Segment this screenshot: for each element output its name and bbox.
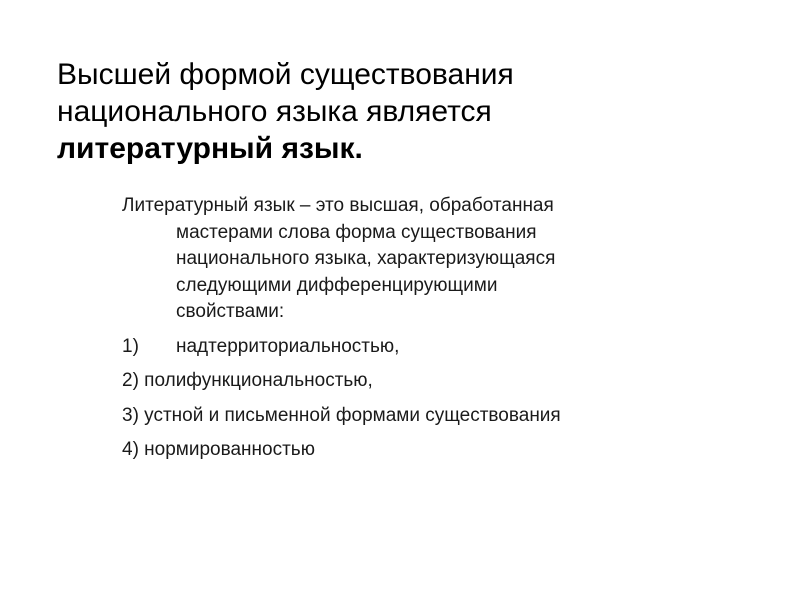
properties-list: [122, 334, 762, 464]
slide-body: [122, 193, 762, 472]
list-item-text: 2) полифункциональностью,: [122, 370, 373, 391]
list-item-number: 1): [122, 335, 139, 357]
list-item: [122, 437, 762, 464]
title-line-bold: литературный язык.: [57, 132, 363, 165]
list-item: [122, 403, 762, 430]
definition-line: мастерами слова форма существования: [176, 221, 537, 243]
list-item-text: 4) нормированностью: [122, 439, 315, 460]
definition-line: национального языка, характеризующаяся: [176, 248, 556, 269]
definition-paragraph: [122, 193, 762, 326]
slide-title: [57, 56, 757, 167]
list-item-text: надтерриториальностью,: [176, 335, 400, 357]
list-item: [122, 368, 762, 395]
definition-line: следующими дифференцирующими: [176, 274, 498, 296]
definition-line: Литературный язык – это высшая, обработанная: [122, 195, 554, 216]
title-line: национального языка является: [57, 95, 492, 128]
title-line: Высшей формой существования: [57, 58, 514, 91]
list-item-text: 3) устной и письменной формами существования: [122, 404, 561, 426]
definition-line: свойствами:: [176, 301, 285, 322]
list-item: [122, 334, 762, 361]
